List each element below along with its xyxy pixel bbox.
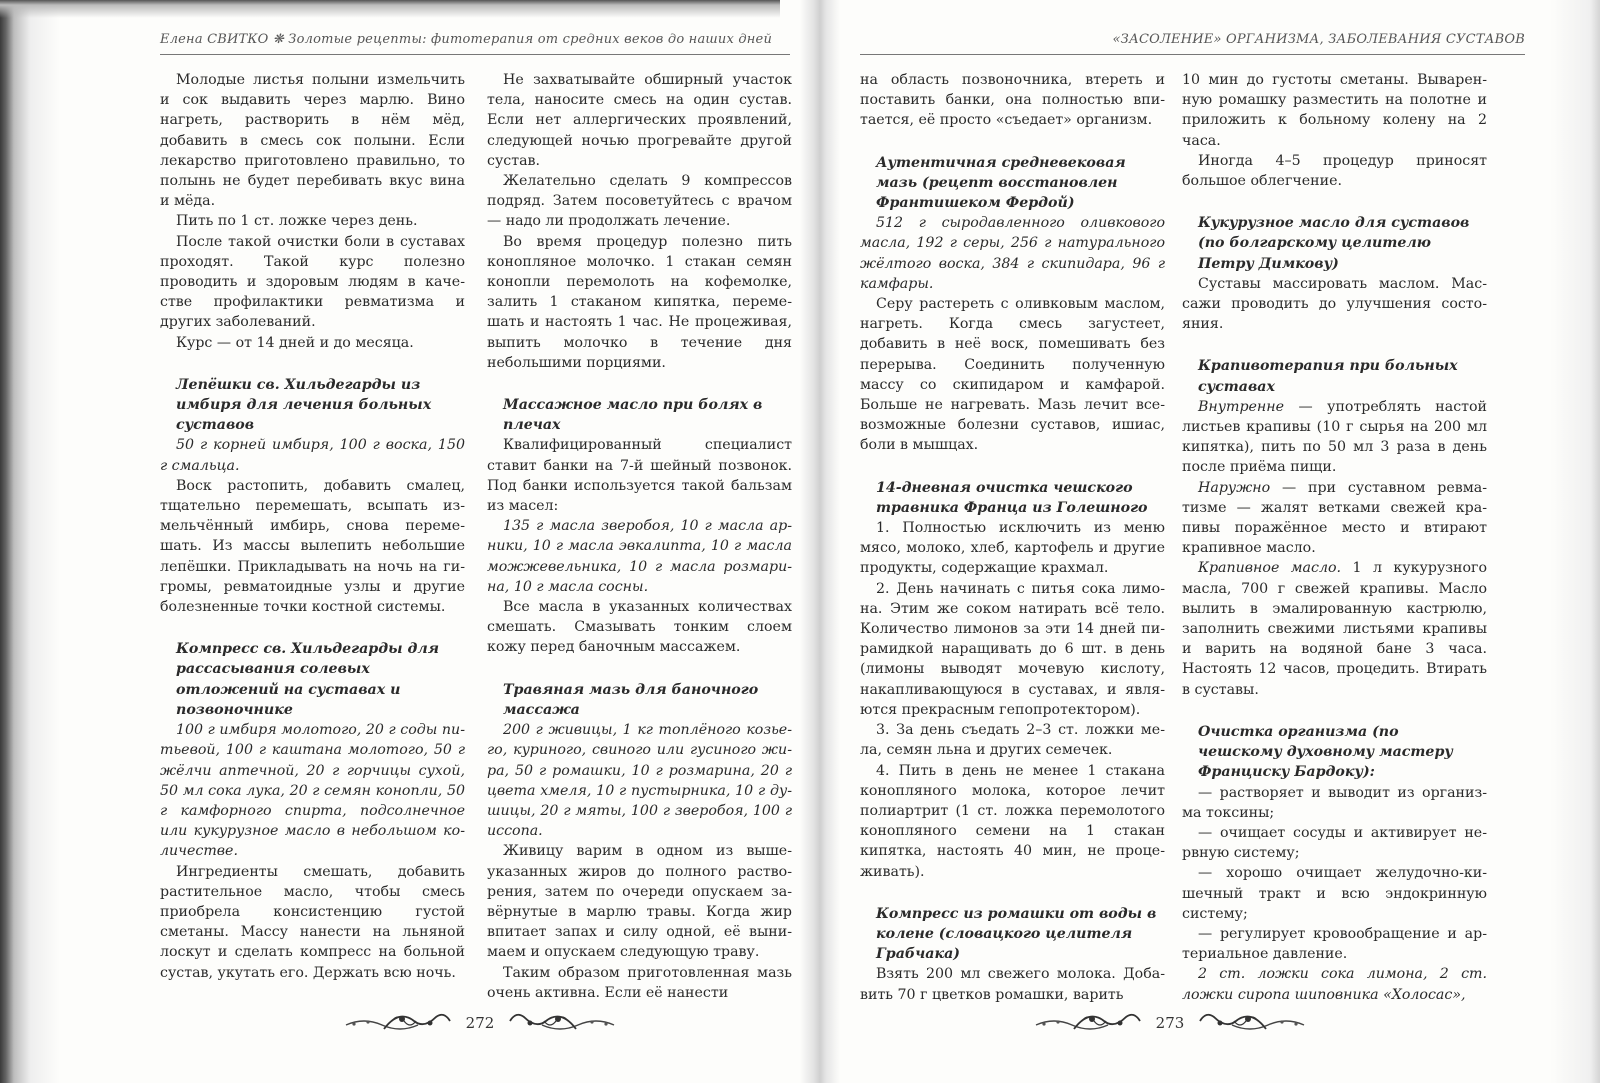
text-section bbox=[860, 70, 1165, 131]
section-heading: Травяная мазь для баночного массажа bbox=[503, 681, 759, 718]
paragraph: Молодые листья полыни измельчить и сок выдавить через марлю. Вино нагреть, растворить в нём мёд, добавить в смесь сок полыни. Если лекарство приготовлено правильно, то полынь не будет перебивать вкус вина и мёда. bbox=[160, 72, 465, 210]
right-page bbox=[820, 0, 1600, 1083]
ornament-right-icon bbox=[1196, 1007, 1306, 1039]
text-section bbox=[160, 70, 465, 353]
paragraph: 10 мин до густоты сметаны. Вываренную ромашку разместить на полотне и приложить к больному колену на 2 часа. bbox=[1182, 72, 1487, 149]
paragraph: 3. За день съедать 2–3 ст. ложки мела, семян льна и других семечек. bbox=[860, 722, 1165, 759]
paragraph: — очищает сосуды и активирует нервную систему; bbox=[1182, 824, 1487, 862]
page-footer bbox=[1030, 1003, 1310, 1043]
section-heading: Кукурузное масло для суставов (по болгарскому целителю Петру Димкову) bbox=[1198, 215, 1470, 272]
section-heading: Крапивотерапия при больных суставах bbox=[1198, 358, 1458, 395]
section-heading: Очистка организма (по чешскому духовному мастеру Франциску Бардоку): bbox=[1198, 723, 1453, 781]
paragraph: 100 г имбиря молотого, 20 г соды питьевой, 100 г каштана молотого, 50 г жёлчи аптечной, 20 г горчицы сухой, 50 мл сока лука, 20 г семян конопли, 50 г камфорного спирта, подсолнечное или кукурузное масло в небольшом количестве. bbox=[160, 722, 465, 860]
text-section bbox=[1182, 70, 1487, 191]
text-column bbox=[487, 70, 792, 1003]
paragraph: 2 ст. ложки сока лимона, 2 ст. ложки сиропа шиповника «Холосас», bbox=[1182, 966, 1487, 1003]
text-section bbox=[1182, 722, 1487, 1005]
running-head: Елена СВИТКО ❋ Золотые рецепты: фитотерапия от средних веков до наших дней bbox=[160, 32, 773, 47]
paragraph: 135 г масла зверобоя, 10 г масла арники, 10 г масла эвкалипта, 10 г масла можжевельника, 10 г масла розмарина, 10 г масла сосны. bbox=[487, 518, 792, 595]
text-section bbox=[487, 395, 792, 658]
paragraph: Таким образом приготовленная мазь очень активна. Если её нанести bbox=[487, 964, 792, 1001]
text-section bbox=[860, 153, 1165, 456]
paragraph: Наружно — при суставном ревматизме — жалят ветками свежей крапивы поражённое место и втирают крапивное масло. bbox=[1182, 479, 1487, 557]
paragraph: Суставы массировать маслом. Массажи проводить до улучшения состояния. bbox=[1182, 275, 1487, 333]
ornament-right-icon bbox=[506, 1007, 616, 1039]
paragraph: на область позвоночника, втереть и поставить банки, она полностью впитается, её просто «съедает» организм. bbox=[860, 72, 1165, 129]
ornament-left-icon bbox=[344, 1007, 454, 1039]
text-section bbox=[487, 680, 792, 1003]
text-section bbox=[487, 70, 792, 373]
paragraph: — регулирует кровообращение и артериальное давление. bbox=[1182, 925, 1487, 963]
paragraph: Во время процедур полезно пить конопляное молочко. 1 стакан семян конопли перемолоть на кофемолке, залить 1 стаканом кипятка, перемешать и настоять 1 час. Не процеживая, выпить молочко в течение дня небольшими порциями. bbox=[487, 233, 792, 371]
lead-in: Крапивное масло. bbox=[1198, 560, 1342, 577]
paragraph: Ингредиенты смешать, добавить растительное масло, чтобы смесь приобрела консистенцию густой сметаны. Массу нанести на льняной лоскут и сделать компресс на больной сустав, укутать его. Держать всю ночь. bbox=[160, 863, 465, 981]
paragraph: Все масла в указанных количествах смешать. Смазывать тонким слоем кожу перед баночным массажем. bbox=[487, 599, 792, 656]
header-rule bbox=[160, 54, 790, 55]
paragraph: 1. Полностью исключить из меню мясо, молоко, хлеб, картофель и другие продукты, содержащие крахмал. bbox=[860, 520, 1165, 577]
paragraph: 200 г живицы, 1 кг топлёного козьего, куриного, свиного или гусиного жира, 50 г ромашки, 10 г розмарина, 20 г цвета хмеля, 10 г пустырника, 10 г душицы, 20 г мяты, 100 г зверобоя, 100 г иссопа. bbox=[487, 722, 792, 840]
text-column bbox=[160, 70, 465, 983]
text-section bbox=[160, 639, 465, 982]
paragraph: Иногда 4–5 процедур приносят большое облегчение. bbox=[1182, 152, 1487, 190]
paragraph: Живицу варим в одном из вышеуказанных жиров до полного растворения, затем по очереди опускаем завёрнутые в марлю травы. Когда жир впитает запах и силу одной, её вынимаем и опускаем следующую траву. bbox=[487, 843, 792, 961]
section-heading: Компресс св. Хильдегарды для рассасывания солевых отложений на суставах и позвоночнике bbox=[176, 641, 440, 718]
paragraph: Серу растереть с оливковым маслом, нагреть. Когда смесь загустеет, добавить в неё воск, помешивать без перерыва. Соединить полученную массу со скипидаром и камфарой. Больше не нагревать. Мазь лечит всевозможные болезни суставов, ишиас, боли в мышцах. bbox=[860, 296, 1165, 454]
paragraph: Курс — от 14 дней и до месяца. bbox=[176, 334, 414, 351]
paragraph: Желательно сделать 9 компрессов подряд. Затем посоветуйтесь с врачом — надо ли продолжать лечение. bbox=[487, 173, 792, 230]
text-section bbox=[1182, 213, 1487, 334]
paragraph: После такой очистки боли в суставах проходят. Такой курс полезно проводить и здоровым людям в качестве профилактики ревматизма и других заболеваний. bbox=[160, 233, 465, 331]
page-footer bbox=[340, 1003, 620, 1043]
paragraph: 4. Пить в день не менее 1 стакана конопляного молока, которое лечит полиартрит (1 ст. ложка перемолотого конопляного семени на 1 стакан кипятка, настоять 40 мин, не процеживать). bbox=[860, 762, 1165, 880]
text-section bbox=[160, 375, 465, 617]
section-heading: Массажное масло при болях в плечах bbox=[503, 397, 763, 434]
section-heading: Аутентичная средневековая мазь (рецепт восстановлен Франтишеком Фердой) bbox=[876, 154, 1126, 212]
page-number: 273 bbox=[1155, 1014, 1185, 1032]
text-section bbox=[1182, 356, 1487, 699]
section-heading: Лепёшки св. Хильдегарды из имбиря для лечения больных суставов bbox=[176, 376, 432, 434]
paragraph: 50 г корней имбиря, 100 г воска, 150 г смальца. bbox=[160, 437, 465, 474]
text-column bbox=[860, 70, 1165, 1005]
running-head: «ЗАСОЛЕНИЕ» ОРГАНИЗМА, ЗАБОЛЕВАНИЯ СУСТАВОВ bbox=[1112, 32, 1525, 47]
text-section bbox=[860, 904, 1165, 1005]
paragraph: Воск растопить, добавить смалец, тщательно перемешать, всыпать измельчённый имбирь, снова перемешать. Из массы вылепить небольшие лепёшки. Прикладывать на ночь на гигромы, ревматоидные узлы и другие болезненные точки костной системы. bbox=[160, 477, 465, 616]
paragraph: 2. День начинать с питья сока лимона. Этим же соком натирать всё тело. Количество лимонов за эти 14 дней пирамидкой наращивать до 6 шт. в день (лимоны выводят мочевую кислоту, накапливающуюся в суставах, и являются прекрасным гепопротектором). bbox=[860, 580, 1165, 718]
paragraph: Внутренне — употреблять настой листьев крапивы (10 г сырья на 200 мл кипятка), пить по 50 мл 3 раза в день после приёма пищи. bbox=[1182, 398, 1487, 476]
paragraph: — хорошо очищает желудочно-кишечный тракт и всю эндокринную систему; bbox=[1182, 865, 1487, 922]
lead-in: Наружно bbox=[1198, 479, 1271, 496]
paragraph: Не захватывайте обширный участок тела, наносите смесь на один сустав. Если нет аллергических проявлений, следующей ночью прогревайте другой сустав. bbox=[487, 72, 792, 169]
lead-in: Внутренне bbox=[1198, 398, 1285, 415]
paragraph: — растворяет и выводит из организма токсины; bbox=[1182, 784, 1487, 821]
paragraph: Пить по 1 ст. ложке через день. bbox=[176, 213, 418, 230]
text-column bbox=[1182, 70, 1487, 1005]
paragraph: 512 г сыродавленного оливкового масла, 192 г серы, 256 г натурального жёлтого воска, 384 г скипидара, 96 г камфары. bbox=[860, 215, 1165, 292]
section-heading: Компресс из ромашки от воды в колене (словацкого целителя Грабчака) bbox=[876, 905, 1157, 963]
page-number: 272 bbox=[465, 1014, 495, 1032]
paragraph: Квалифицированный специалист ставит банки на 7-й шейный позвонок. Под банки используется такой бальзам из масел: bbox=[487, 437, 792, 515]
section-heading: 14-дневная очистка чешского травника Франца из Голешного bbox=[876, 479, 1148, 516]
paragraph: Взять 200 мл свежего молока. Добавить 70 г цветков ромашки, варить bbox=[860, 966, 1165, 1003]
text-section bbox=[860, 478, 1165, 882]
paragraph: Крапивное масло. 1 л кукурузного масла, 700 г свежей крапивы. Масло вылить в эмалированную кастрюлю, заполнить свежими листьями крапивы и варить на водяной бане 3 часа. Настоять 12 часов, процедить. Втирать в суставы. bbox=[1182, 560, 1487, 698]
header-rule bbox=[860, 54, 1525, 55]
ornament-left-icon bbox=[1034, 1007, 1144, 1039]
